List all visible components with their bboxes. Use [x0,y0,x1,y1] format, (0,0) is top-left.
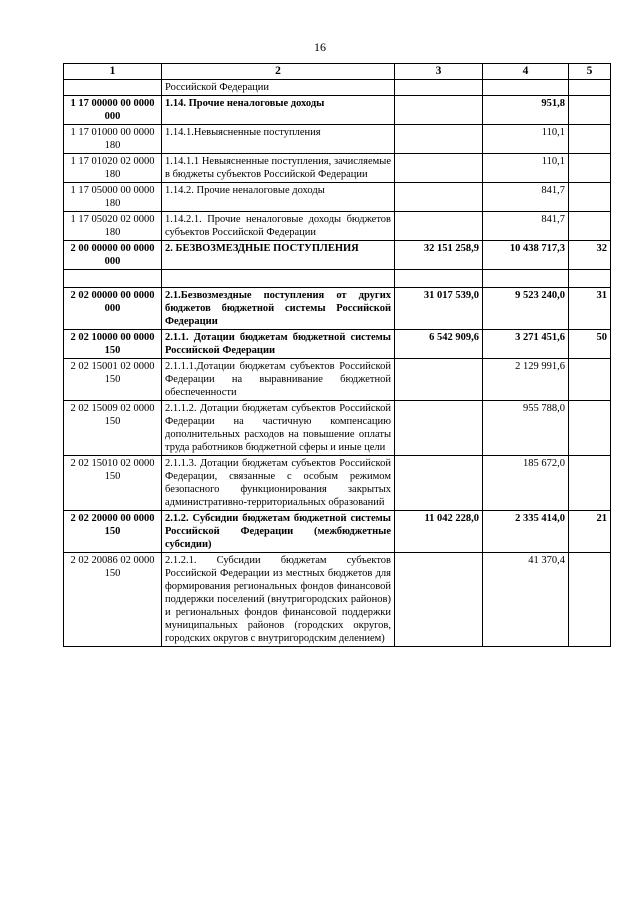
budget-code-cell: 1 17 05000 00 0000 180 [64,183,162,212]
executed-amount-cell [483,270,569,288]
table-header-row [64,64,611,80]
executed-amount-cell [483,80,569,96]
column-header: 1 [64,64,162,80]
item-name-cell: 1.14.2.1. Прочие неналоговые доходы бюджетов субъектов Российской Федерации [162,212,395,241]
table-row [64,96,611,125]
budget-code-cell: 2 02 15001 02 0000 150 [64,359,162,401]
table-row [64,183,611,212]
page-number: 16 [314,40,326,54]
executed-amount-cell: 841,7 [483,212,569,241]
percent-cell [569,456,611,511]
plan-amount-cell [395,125,483,154]
plan-amount-cell [395,401,483,456]
executed-amount-cell: 951,8 [483,96,569,125]
table-body [64,80,611,647]
executed-amount-cell: 110,1 [483,125,569,154]
item-name-cell: 2.1.1.3. Дотации бюджетам субъектов Российской Федерации, связанные с особым режимом безопасного функционирования закрытых административно-территориальных образований [162,456,395,511]
percent-cell [569,359,611,401]
item-name-cell: 2.1.Безвозмездные поступления от других бюджетов бюджетной системы Российской Федерации [162,288,395,330]
plan-amount-cell [395,96,483,125]
plan-amount-cell: 32 151 258,9 [395,241,483,270]
item-name-cell: 2.1.2.1. Субсидии бюджетам субъектов Российской Федерации из местных бюджетов для формирования региональных фондов финансовой поддержки поселений (внутригородских районов) и региональных фондов финансовой поддержки муниципальных районов (городских округов, городских округов с внутригородским делением) [162,553,395,647]
percent-cell: 21 [569,511,611,553]
executed-amount-cell: 185 672,0 [483,456,569,511]
item-name-cell: 1.14.1.1 Невыясненные поступления, зачисляемые в бюджеты субъектов Российской Федерации [162,154,395,183]
item-name-cell: 2. БЕЗВОЗМЕЗДНЫЕ ПОСТУПЛЕНИЯ [162,241,395,270]
percent-cell [569,270,611,288]
plan-amount-cell [395,553,483,647]
percent-cell [569,154,611,183]
budget-code-cell: 2 02 00000 00 0000 000 [64,288,162,330]
executed-amount-cell: 2 129 991,6 [483,359,569,401]
plan-amount-cell [395,183,483,212]
table-row [64,212,611,241]
column-header: 2 [162,64,395,80]
percent-cell [569,125,611,154]
plan-amount-cell: 11 042 228,0 [395,511,483,553]
budget-code-cell: 1 17 01020 02 0000 180 [64,154,162,183]
table-row [64,80,611,96]
column-header: 3 [395,64,483,80]
table-row [64,154,611,183]
budget-code-cell: 1 17 01000 00 0000 180 [64,125,162,154]
plan-amount-cell [395,456,483,511]
percent-cell: 32 [569,241,611,270]
plan-amount-cell [395,80,483,96]
executed-amount-cell: 110,1 [483,154,569,183]
item-name-cell [162,270,395,288]
plan-amount-cell [395,359,483,401]
budget-code-cell: 2 02 20000 00 0000 150 [64,511,162,553]
budget-code-cell: 2 02 10000 00 0000 150 [64,330,162,359]
executed-amount-cell: 841,7 [483,183,569,212]
plan-amount-cell [395,212,483,241]
table-row [64,330,611,359]
item-name-cell: Российской Федерации [162,80,395,96]
table-row [64,401,611,456]
budget-code-cell [64,80,162,96]
spacer-row [64,270,611,288]
table-row [64,511,611,553]
percent-cell: 50 [569,330,611,359]
percent-cell [569,212,611,241]
percent-cell [569,80,611,96]
executed-amount-cell: 41 370,4 [483,553,569,647]
budget-code-cell: 2 00 00000 00 0000 000 [64,241,162,270]
budget-code-cell: 2 02 15009 02 0000 150 [64,401,162,456]
table-row [64,125,611,154]
plan-amount-cell: 31 017 539,0 [395,288,483,330]
executed-amount-cell: 955 788,0 [483,401,569,456]
budget-code-cell [64,270,162,288]
item-name-cell: 1.14.2. Прочие неналоговые доходы [162,183,395,212]
table-row [64,288,611,330]
percent-cell [569,96,611,125]
item-name-cell: 2.1.1. Дотации бюджетам бюджетной системы Российской Федерации [162,330,395,359]
column-header: 5 [569,64,611,80]
percent-cell [569,401,611,456]
budget-code-cell: 1 17 05020 02 0000 180 [64,212,162,241]
percent-cell [569,183,611,212]
table-row [64,456,611,511]
item-name-cell: 2.1.1.2. Дотации бюджетам субъектов Российской Федерации на частичную компенсацию дополнительных расходов на повышение оплаты труда работников бюджетной сферы и иные цели [162,401,395,456]
plan-amount-cell: 6 542 909,6 [395,330,483,359]
table-row [64,241,611,270]
executed-amount-cell: 2 335 414,0 [483,511,569,553]
percent-cell: 31 [569,288,611,330]
percent-cell [569,553,611,647]
item-name-cell: 1.14.1.Невыясненные поступления [162,125,395,154]
plan-amount-cell [395,270,483,288]
executed-amount-cell: 3 271 451,6 [483,330,569,359]
plan-amount-cell [395,154,483,183]
budget-code-cell: 2 02 20086 02 0000 150 [64,553,162,647]
column-header: 4 [483,64,569,80]
item-name-cell: 1.14. Прочие неналоговые доходы [162,96,395,125]
item-name-cell: 2.1.2. Субсидии бюджетам бюджетной системы Российской Федерации (межбюджетные субсидии) [162,511,395,553]
budget-revenue-table [63,63,611,647]
item-name-cell: 2.1.1.1.Дотации бюджетам субъектов Российской Федерации на выравнивание бюджетной обеспеченности [162,359,395,401]
table-row [64,359,611,401]
budget-code-cell: 2 02 15010 02 0000 150 [64,456,162,511]
budget-code-cell: 1 17 00000 00 0000 000 [64,96,162,125]
executed-amount-cell: 10 438 717,3 [483,241,569,270]
executed-amount-cell: 9 523 240,0 [483,288,569,330]
table-row [64,553,611,647]
